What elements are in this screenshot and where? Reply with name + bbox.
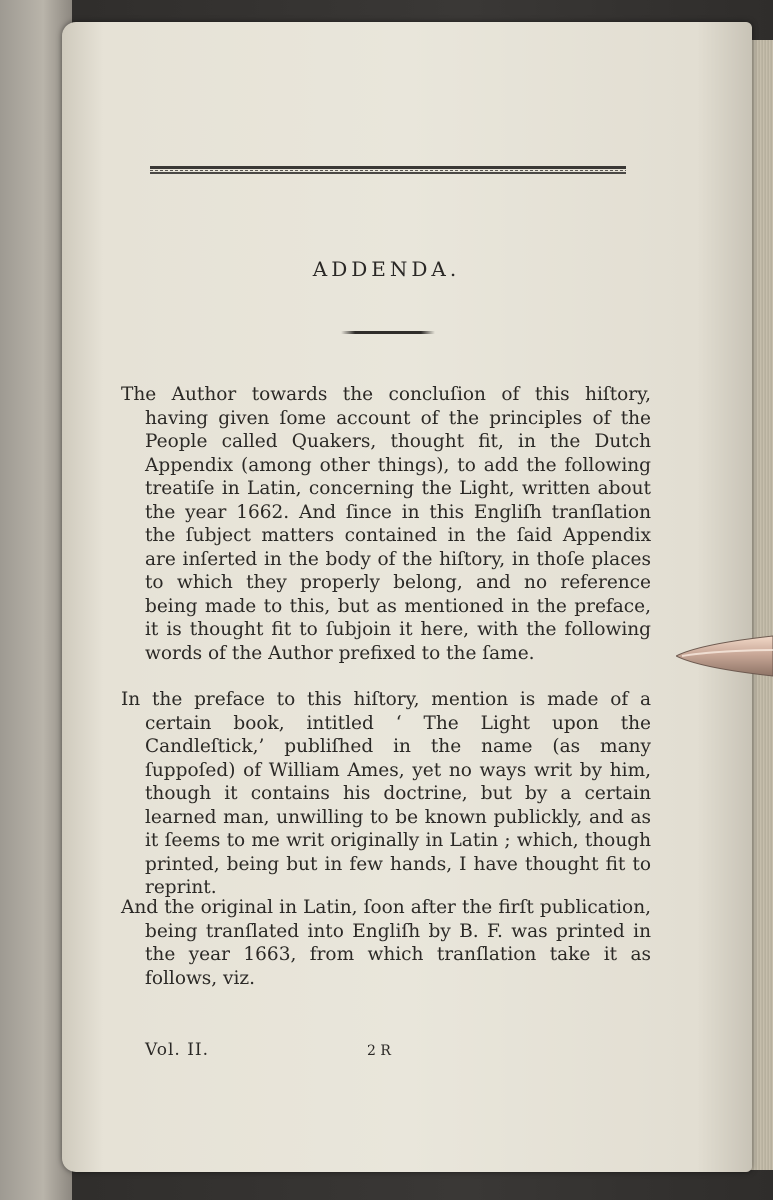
paragraph-3-text: And the original in Latin, ſoon after the firſt publication, being tranſlated into Engliſh by B. F. was printed in the year 1663, from which tranſlation take it as follows, viz. <box>121 897 651 989</box>
paragraph-3 <box>121 896 651 990</box>
paragraph-1 <box>121 383 651 665</box>
page-heading: ADDENDA. <box>312 257 461 281</box>
ornamental-short-rule <box>341 331 435 334</box>
ornamental-top-rule <box>150 166 626 174</box>
footer-volume: Vol. II. <box>145 1040 210 1060</box>
paragraph-1-text: The Author towards the concluſion of this hiſtory, having given ſome account of the principles of the People called Quakers, thought fit, in the Dutch Appendix (among other things), to add the following treatiſe in Latin, concerning the Light, written about the year 1662. And ſince in this Engliſh tranſlation the ſubject matters contained in the ſaid Appendix are inſerted in the body of the hiſtory, in thoſe places to which they properly belong, and no reference being made to this, but as mentioned in the preface, it is thought fit to ſubjoin it here, with the following words of the Author prefixed to the ſame. <box>121 384 651 664</box>
paragraph-2-text: In the preface to this hiſtory, mention is made of a certain book, intitled ‘ The Light upon the Candleſtick,’ publiſhed in the name (as many ſuppoſed) of William Ames, yet no ways writ by him, though it contains his doctrine, but by a certain learned man, unwilling to be known publickly, and as it ſeems to me writ originally in Latin ; which, though printed, being but in few hands, I have thought fit to reprint. <box>121 689 651 898</box>
footer-signature-mark: 2 R <box>367 1043 391 1059</box>
paragraph-2 <box>121 688 651 900</box>
page-holder-clip <box>676 634 773 678</box>
